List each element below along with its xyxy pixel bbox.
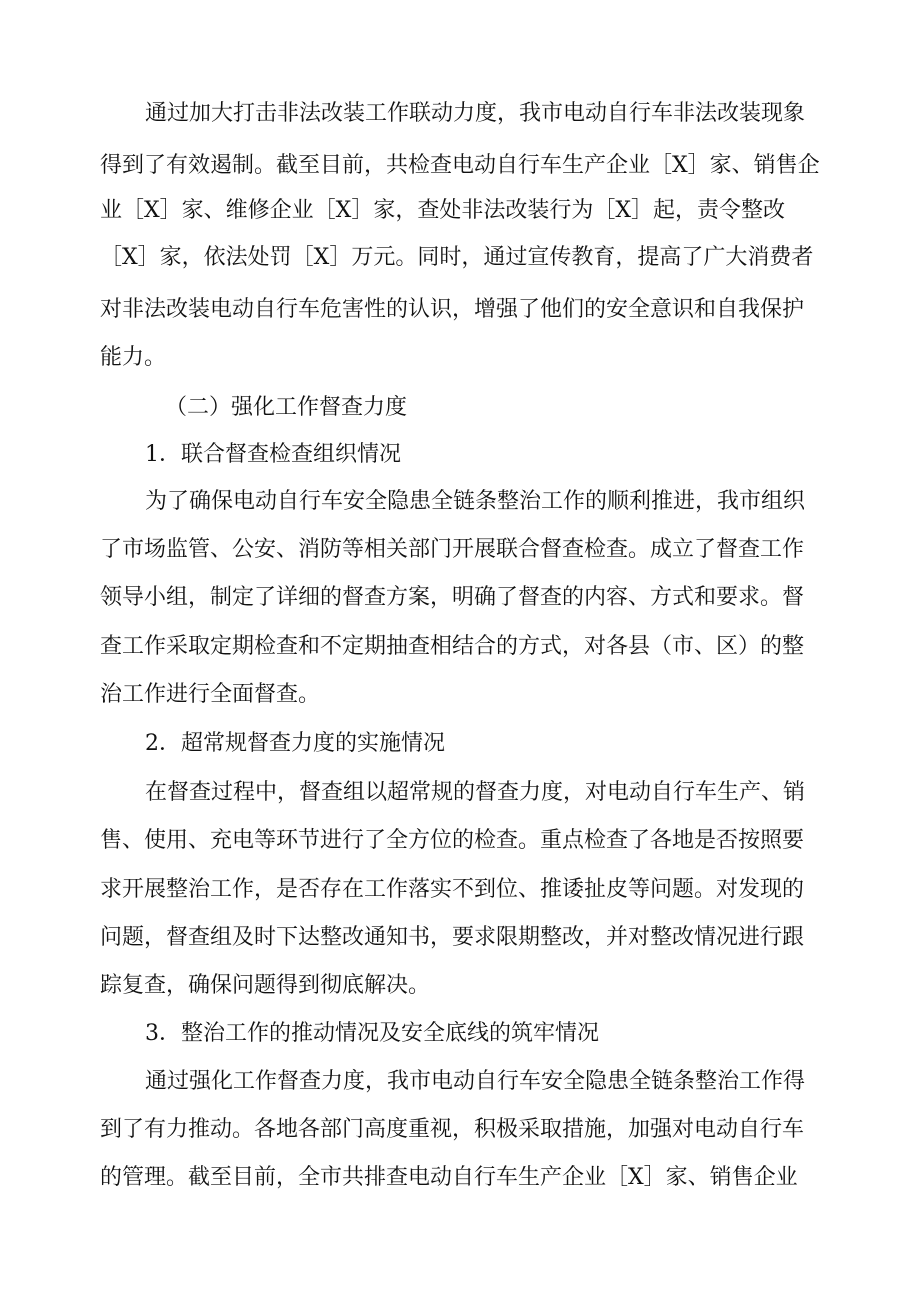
paragraph-line: 了市场监管、公安、消防等相关部门开展联合督查检查。成立了督查工作 <box>100 537 805 562</box>
paragraph-line: 问题，督查组及时下达整改通知书，要求限期整改，并对整改情况进行跟 <box>100 925 805 950</box>
paragraph-line: 到了有力推动。各地各部门高度重视，积极采取措施，加强对电动自行车 <box>100 1117 805 1142</box>
paragraph-line: 查工作采取定期检查和不定期抽查相结合的方式，对各县（市、区）的整 <box>100 634 805 659</box>
section-heading: （二）强化工作督查力度 <box>165 395 408 420</box>
paragraph-line: 在督查过程中，督查组以超常规的督查力度，对电动自行车生产、销 <box>145 780 806 805</box>
paragraph-line: 得到了有效遏制。截至目前，共检查电动自行车生产企业［X］家、销售企 <box>100 153 820 178</box>
paragraph-line: 治工作进行全面督查。 <box>100 682 321 707</box>
paragraph-line: 踪复查，确保问题得到彻底解决。 <box>100 973 431 998</box>
paragraph-line: 通过加大打击非法改装工作联动力度，我市电动自行车非法改装现象 <box>145 101 806 126</box>
subsection-heading: 3．整治工作的推动情况及安全底线的筑牢情况 <box>145 1021 599 1046</box>
subsection-heading: 2．超常规督查力度的实施情况 <box>145 731 445 756</box>
paragraph-line: 求开展整治工作，是否存在工作落实不到位、推诿扯皮等问题。对发现的 <box>100 877 805 902</box>
subsection-heading: 1．联合督查检查组织情况 <box>145 442 401 467</box>
paragraph-line: 的管理。截至目前，全市共排查电动自行车生产企业［X］家、销售企业 <box>100 1165 798 1190</box>
paragraph-line: ［X］家，依法处罚［X］万元。同时，通过宣传教育，提高了广大消费者 <box>100 245 814 270</box>
paragraph-line: 售、使用、充电等环节进行了全方位的检查。重点检查了各地是否按照要 <box>100 828 805 853</box>
paragraph-line: 通过强化工作督查力度，我市电动自行车安全隐患全链条整治工作得 <box>145 1069 806 1094</box>
paragraph-line: 领导小组，制定了详细的督查方案，明确了督查的内容、方式和要求。督 <box>100 585 805 610</box>
paragraph-line: 为了确保电动自行车安全隐患全链条整治工作的顺利推进，我市组织 <box>145 489 806 514</box>
paragraph-line: 对非法改装电动自行车危害性的认识，增强了他们的安全意识和自我保护 <box>100 297 805 322</box>
paragraph-line: 能力。 <box>100 345 167 370</box>
paragraph-line: 业［X］家、维修企业［X］家，查处非法改装行为［X］起，责令整改 <box>100 198 785 223</box>
